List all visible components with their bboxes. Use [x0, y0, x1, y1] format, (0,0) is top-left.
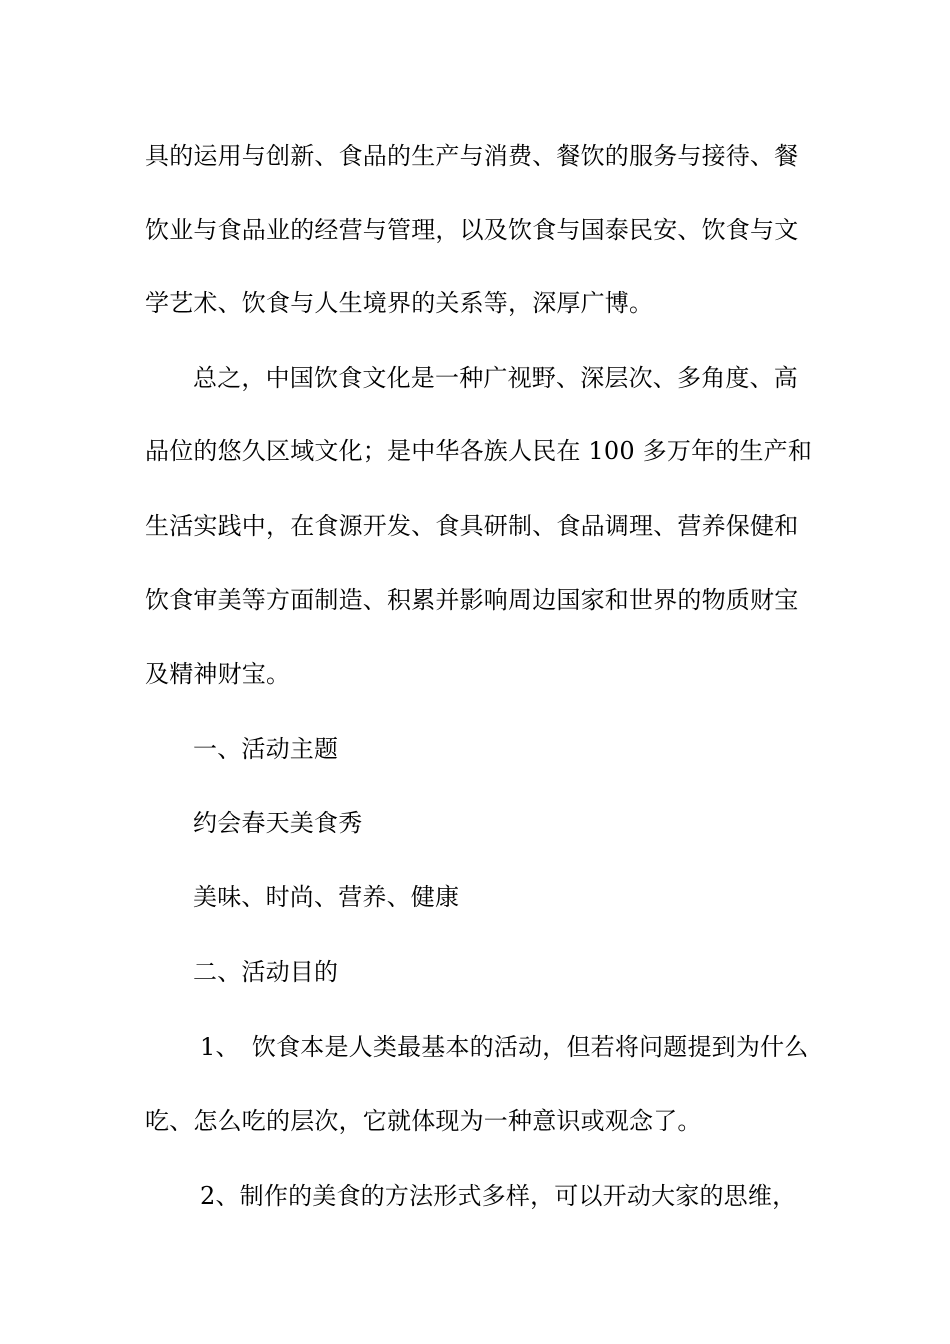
theme-line: 美味、时尚、营养、健康: [193, 883, 460, 911]
theme-line: 约会春天美食秀: [193, 809, 363, 837]
section-heading: 二、活动目的: [193, 958, 339, 986]
paragraph-line: 及精神财宝。: [145, 660, 291, 688]
list-item-line: 吃、怎么吃的层次，它就体现为一种意识或观念了。: [145, 1107, 702, 1135]
paragraph-line: 饮业与食品业的经营与管理，以及饮食与国泰民安、饮食与文: [145, 216, 799, 244]
paragraph-line: 饮食审美等方面制造、积累并影响周边国家和世界的物质财宝: [145, 586, 799, 614]
paragraph-line: 品位的悠久区域文化；是中华各族人民在 100 多万年的生产和: [145, 437, 813, 465]
list-item-line: 2、制作的美食的方法形式多样，可以开动大家的思维，: [200, 1182, 797, 1210]
paragraph-line: 学艺术、饮食与人生境界的关系等，深厚广博。: [145, 289, 654, 317]
list-item-line: 1、 饮食本是人类最基本的活动，但若将问题提到为什么: [200, 1033, 809, 1061]
paragraph-line: 生活实践中，在食源开发、食具研制、食品调理、营养保健和: [145, 512, 799, 540]
paragraph-line: 总之，中国饮食文化是一种广视野、深层次、多角度、高: [193, 364, 798, 392]
paragraph-line: 具的运用与创新、食品的生产与消费、餐饮的服务与接待、餐: [145, 142, 799, 170]
section-heading: 一、活动主题: [193, 735, 339, 763]
